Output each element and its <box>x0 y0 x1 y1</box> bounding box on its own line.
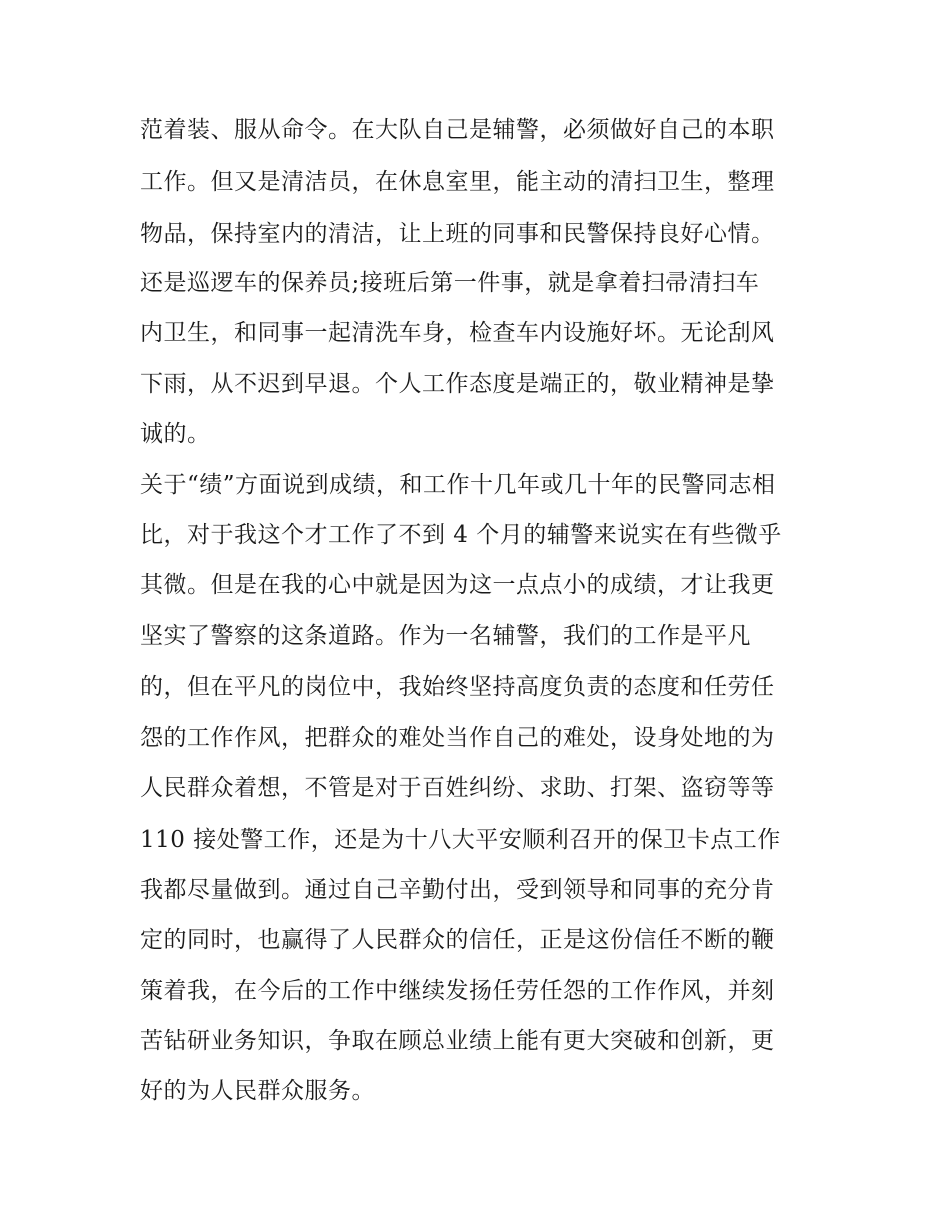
text-line: 人民群众着想，不管是对于百姓纠纷、求助、打架、盗窃等等 <box>140 775 775 801</box>
text-line: 怨的工作作风，把群众的难处当作自己的难处，设身处地的为 <box>140 725 775 751</box>
text-line: 好的为人民群众服务。 <box>140 1078 375 1104</box>
text-line: 的，但在平凡的岗位中，我始终坚持高度负责的态度和任劳任 <box>140 674 775 700</box>
text-line: 范着装、服从命令。在大队自己是辅警，必须做好自己的本职 <box>140 117 775 143</box>
text-line: 还是巡逻车的保养员;接班后第一件事，就是拿着扫帚清扫车 <box>140 270 760 296</box>
text-line: 内卫生，和同事一起清洗车身，检查车内设施好坏。无论刮风 <box>140 320 775 346</box>
text-line: 策着我，在今后的工作中继续发扬任劳任怨的工作作风，并刻 <box>140 978 775 1004</box>
text-line: 工作。但又是清洁员，在休息室里，能主动的清扫卫生，整理 <box>140 169 775 195</box>
text-line: 下雨，从不迟到早退。个人工作态度是端正的，敬业精神是挚 <box>140 371 775 397</box>
text-line: 关于“绩”方面说到成绩，和工作十几年或几十年的民警同志相 <box>140 472 776 498</box>
text-line: 110 接处警工作，还是为十八大平安顺利召开的保卫卡点工作 <box>140 827 781 853</box>
text-line: 苦钻研业务知识，争取在顾总业绩上能有更大突破和创新，更 <box>140 1028 775 1054</box>
text-line: 物品，保持室内的清洁，让上班的同事和民警保持良好心情。 <box>140 221 775 247</box>
text-line: 其微。但是在我的心中就是因为这一点点小的成绩，才让我更 <box>140 572 775 598</box>
text-line: 比，对于我这个才工作了不到 4 个月的辅警来说实在有些微乎 <box>140 522 782 548</box>
text-line: 我都尽量做到。通过自己辛勤付出，受到领导和同事的充分肯 <box>140 877 775 903</box>
text-line: 诚的。 <box>140 421 211 447</box>
text-line: 定的同时，也赢得了人民群众的信任，正是这份信任不断的鞭 <box>140 927 775 953</box>
text-line: 坚实了警察的这条道路。作为一名辅警，我们的工作是平凡 <box>140 623 751 649</box>
